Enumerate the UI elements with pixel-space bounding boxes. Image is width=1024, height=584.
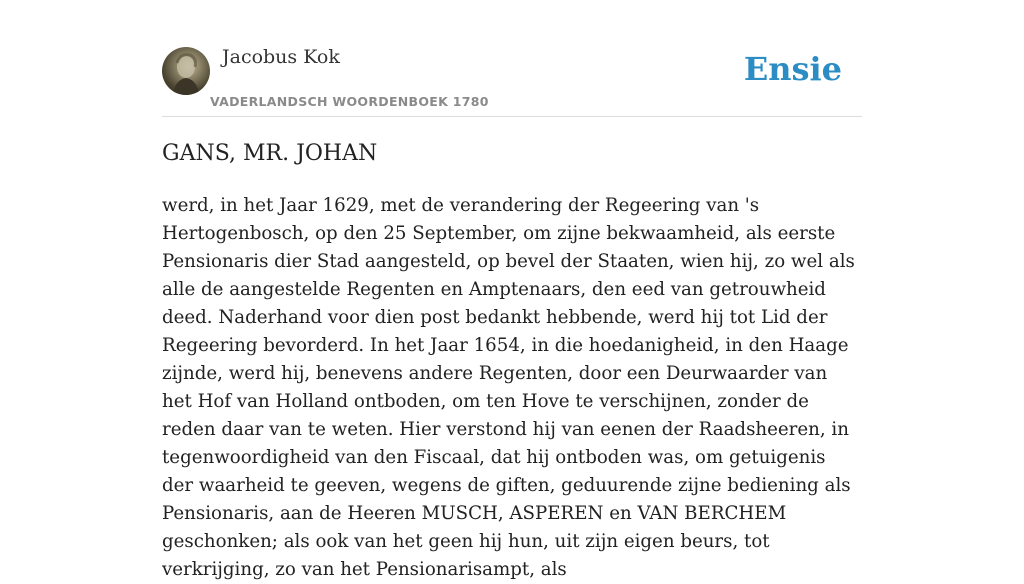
source-label[interactable]: VADERLANDSCH WOORDENBOEK 1780 xyxy=(210,94,489,109)
article-body: werd, in het Jaar 1629, met de verandering der Regeering van 's Hertogenbosch, op den 25 September, om zijne bekwaamheid, als eerste Pensionaris dier Stad aangesteld, op bevel der Staaten, wien hij, zo wel als alle de aangestelde Regenten en Amptenaars, den eed van getrouwheid deed. Naderhand voor dien post bedankt hebbende, werd hij tot Lid der Regeering bevorderd. In het Jaar 1654, in die hoedanigheid, in den Haage zijnde, werd hij, benevens andere Regenten, door een Deurwaarder van het Hof van Holland ontboden, om ten Hove te verschijnen, zonder de reden daar van te weten. Hier verstond hij van eenen der Raadsheeren, in tegenwoordigheid van den Fiscaal, dat hij ontboden was, om getuigenis der waarheid te geeven, wegens de giften, geduurende zijne bediening als Pensionaris, aan de Heeren MUSCH, ASPEREN en VAN BERCHEM geschonken; als ook van het geen hij hun, uit zijn eigen beurs, tot verkrijging, zo van het Pensionarisampt, als xyxy=(162,195,855,580)
author-name[interactable]: Jacobus Kok xyxy=(222,46,340,68)
article-title: GANS, MR. JOHAN xyxy=(162,141,378,166)
brand-logo[interactable]: Ensie xyxy=(743,50,842,88)
author-avatar[interactable] xyxy=(162,47,210,95)
portrait-image xyxy=(162,47,210,95)
article-header xyxy=(162,40,862,117)
